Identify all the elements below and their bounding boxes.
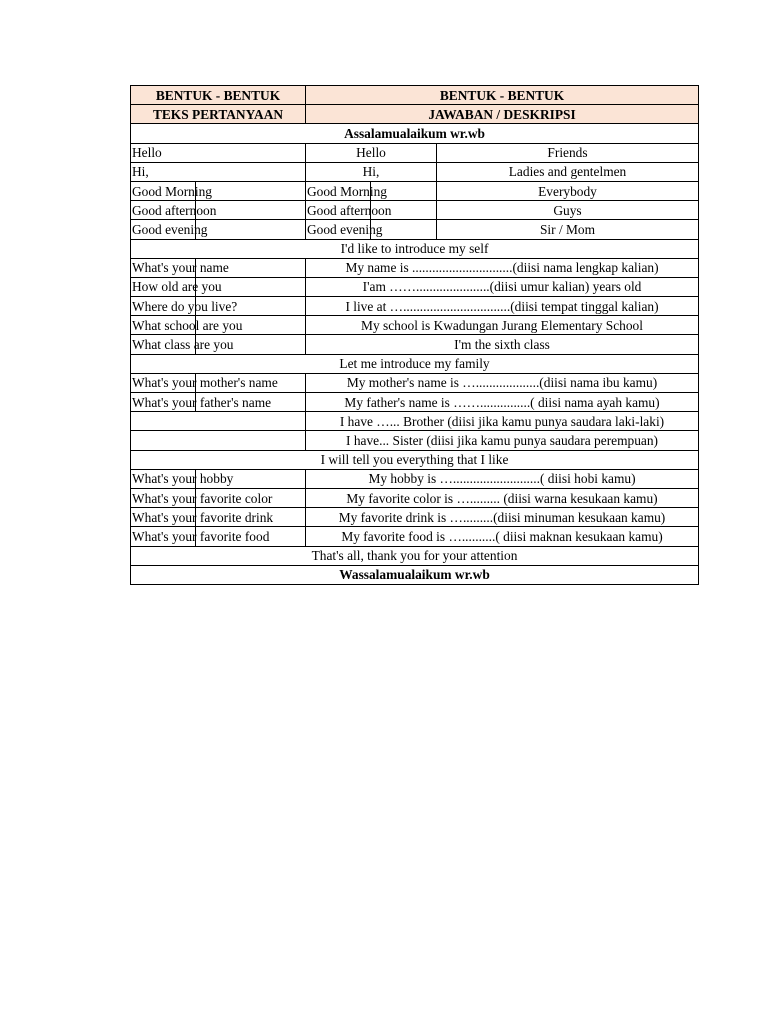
question-cell — [131, 201, 306, 220]
section-title-introduce-family: Let me introduce my family — [131, 354, 699, 373]
opening-row — [131, 124, 699, 143]
answer-cell — [306, 220, 437, 239]
question-text: Good evening — [132, 221, 208, 237]
question-cell: Hi, — [131, 162, 306, 181]
farewell-row — [131, 565, 699, 584]
table-row — [131, 201, 699, 220]
table-row — [131, 488, 699, 507]
question-text: How old are you — [132, 279, 222, 295]
closing-text: That's all, thank you for your attention — [131, 546, 699, 565]
description-cell: Everybody — [437, 181, 699, 200]
header-answer-col-line2: JAWABAN / DESKRIPSI — [306, 105, 699, 124]
question-cell — [131, 277, 306, 296]
description-cell: Guys — [437, 201, 699, 220]
table-row — [131, 373, 699, 392]
question-cell: Hello — [131, 143, 306, 162]
header-row-2 — [131, 105, 699, 124]
question-cell — [131, 373, 306, 392]
question-text: What's your favorite drink — [132, 509, 274, 525]
question-text: What class are you — [132, 337, 234, 353]
table-row — [131, 162, 699, 181]
table-row — [131, 181, 699, 200]
question-text: What's your name — [132, 260, 229, 276]
table-row — [131, 297, 699, 316]
answer-cell: My mother's name is …...................(diisi nama ibu kamu) — [306, 373, 699, 392]
answer-cell: My school is Kwadungan Jurang Elementary School — [306, 316, 699, 335]
table-row — [131, 335, 699, 354]
section-title-tell-likes: I will tell you everything that I like — [131, 450, 699, 469]
header-answer-col-line1: BENTUK - BENTUK — [306, 86, 699, 105]
answer-text: Good evening — [307, 221, 383, 237]
answer-cell: Hi, — [306, 162, 437, 181]
table-row — [131, 469, 699, 488]
table-row — [131, 431, 699, 450]
question-cell — [131, 469, 306, 488]
description-cell: Sir / Mom — [437, 220, 699, 239]
question-cell — [131, 393, 306, 412]
question-cell — [131, 297, 306, 316]
question-cell — [131, 258, 306, 277]
answer-text: Good Morning — [307, 183, 387, 199]
question-text: Good Morning — [132, 183, 212, 199]
farewell-greeting: Wassalamualaikum wr.wb — [131, 565, 699, 584]
header-question-col-line2: TEKS PERTANYAAN — [131, 105, 306, 124]
question-text: What's your favorite food — [132, 528, 270, 544]
closing-row — [131, 546, 699, 565]
question-cell — [131, 527, 306, 546]
table-row — [131, 316, 699, 335]
description-cell: Ladies and gentelmen — [437, 162, 699, 181]
table-row — [131, 258, 699, 277]
question-cell — [131, 316, 306, 335]
question-cell — [131, 488, 306, 507]
question-cell — [131, 335, 306, 354]
question-text: Where do you live? — [132, 298, 238, 314]
answer-cell: My father's name is ……...............( diisi nama ayah kamu) — [306, 393, 699, 412]
table-row — [131, 277, 699, 296]
description-cell: Friends — [437, 143, 699, 162]
section-row — [131, 450, 699, 469]
question-cell — [131, 412, 306, 431]
answer-cell: I'am ……......................(diisi umur kalian) years old — [306, 277, 699, 296]
answer-cell — [306, 201, 437, 220]
answer-cell: My hobby is …..........................( diisi hobi kamu) — [306, 469, 699, 488]
answer-cell: My favorite food is …..........( diisi maknan kesukaan kamu) — [306, 527, 699, 546]
question-text: What school are you — [132, 317, 243, 333]
question-text: What's your hobby — [132, 471, 234, 487]
table-row — [131, 393, 699, 412]
presentation-table — [130, 85, 699, 585]
answer-cell: My name is ..............................(diisi nama lengkap kalian) — [306, 258, 699, 277]
answer-cell: I'm the sixth class — [306, 335, 699, 354]
question-cell — [131, 508, 306, 527]
question-cell — [131, 431, 306, 450]
question-text: What's your favorite color — [132, 490, 273, 506]
table-row — [131, 508, 699, 527]
header-row-1 — [131, 86, 699, 105]
answer-cell: My favorite drink is ….........(diisi minuman kesukaan kamu) — [306, 508, 699, 527]
question-cell — [131, 220, 306, 239]
answer-cell: Hello — [306, 143, 437, 162]
question-text: What's your mother's name — [132, 375, 278, 391]
table-row — [131, 220, 699, 239]
answer-text: Good afternoon — [307, 202, 392, 218]
answer-cell: My favorite color is …......... (diisi warna kesukaan kamu) — [306, 488, 699, 507]
section-row — [131, 354, 699, 373]
table-row — [131, 143, 699, 162]
answer-cell: I live at …................................(diisi tempat tinggal kalian) — [306, 297, 699, 316]
question-cell — [131, 181, 306, 200]
question-text: What's your father's name — [132, 394, 272, 410]
opening-greeting: Assalamualaikum wr.wb — [131, 124, 699, 143]
answer-cell — [306, 181, 437, 200]
table-row — [131, 412, 699, 431]
question-text: Good afternoon — [132, 202, 217, 218]
section-title-introduce-self: I'd like to introduce my self — [131, 239, 699, 258]
answer-cell: I have... Sister (diisi jika kamu punya saudara perempuan) — [306, 431, 699, 450]
section-row — [131, 239, 699, 258]
header-question-col-line1: BENTUK - BENTUK — [131, 86, 306, 105]
answer-cell: I have …... Brother (diisi jika kamu punya saudara laki-laki) — [306, 412, 699, 431]
table-row — [131, 527, 699, 546]
